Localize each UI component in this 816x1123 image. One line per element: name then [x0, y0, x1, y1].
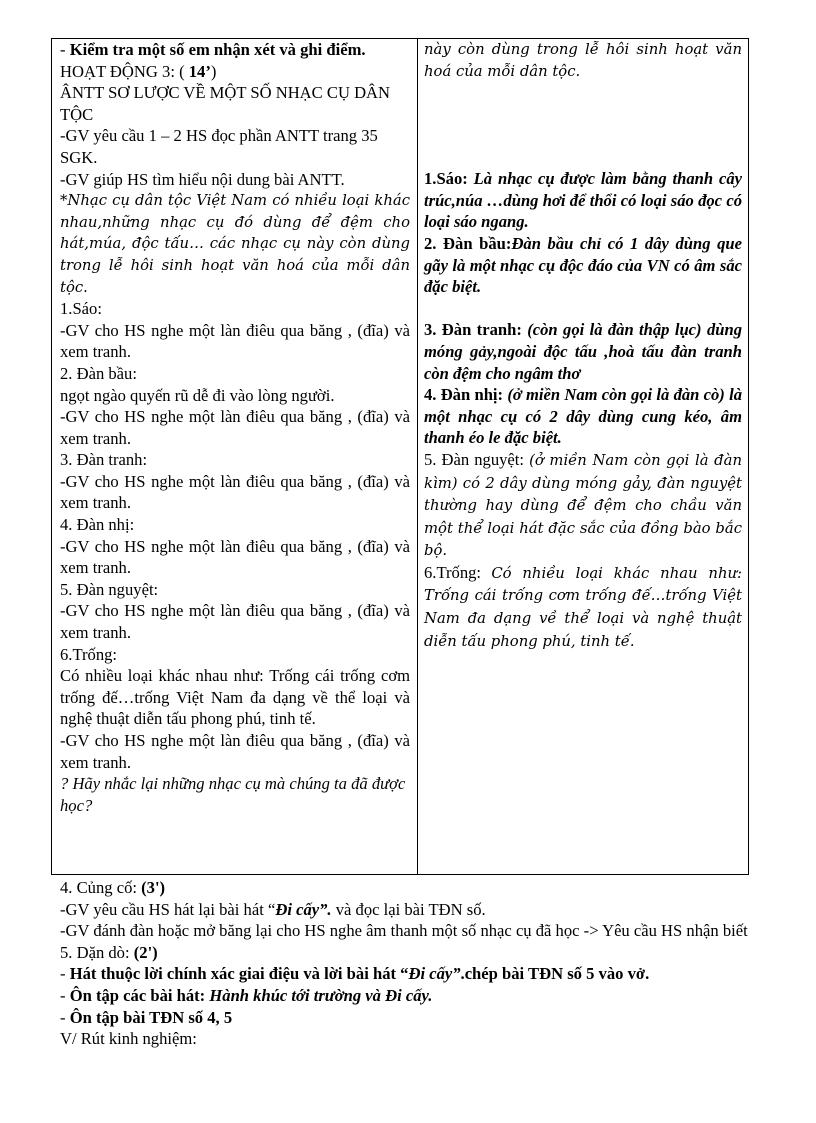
left-line: 1.Sáo:: [60, 299, 102, 319]
left-line: -GV cho HS nghe một làn điêu qua băng , (đĩa) và xem tranh.: [60, 731, 410, 772]
left-line: - Kiểm tra một số em nhận xét và ghi điểm.: [60, 40, 366, 59]
closing-section: [60, 877, 760, 1050]
spacer: [424, 298, 742, 320]
homework-line: - Hát thuộc lời chính xác giai điệu và lời bài hát “Đi cấy”.chép bài TĐN số 5 vào vở.: [60, 964, 650, 984]
lesson-table: [51, 38, 749, 875]
left-line: 4. Đàn nhị:: [60, 515, 135, 535]
instrument-item: 5. Đàn nguyệt: (ở miền Nam còn gọi là đàn kìm) có 2 dây dùng móng gảy, đàn nguyệt thường hay dùng để đệm cho chầu văn một thể loại hát đặc sắc của đồng bào bắc bộ.: [424, 449, 742, 560]
section-title: ÂNTT SƠ LƯỢC VỀ MỘT SỐ NHẠC CỤ DÂN TỘC: [60, 83, 391, 124]
left-italic-note: *Nhạc cụ dân tộc Việt Nam có nhiều loại khác nhau,những nhạc cụ đó dùng để đệm cho hát,múa, độc tấu… các nhạc cụ này còn dùng trong lễ hôi sinh hoạt văn hoá của mỗi dân tộc.: [60, 192, 410, 296]
left-line: 5. Đàn nguyệt:: [60, 579, 159, 599]
activity-heading: HOẠT ĐỘNG 3: ( 14’): [60, 61, 217, 81]
instrument-item: 4. Đàn nhị: (ở miền Nam còn gọi là đàn cò) là một nhạc cụ có 2 dây dùng cung kéo, âm thanh éo le đặc biệt.: [424, 385, 742, 448]
left-line: -GV yêu cầu 1 – 2 HS đọc phần ANTT trang 35 SGK.: [60, 126, 378, 167]
left-line: -GV cho HS nghe một làn điêu qua băng , (đĩa) và xem tranh.: [60, 601, 410, 643]
left-line: -GV cho HS nghe một làn điêu qua băng , (đĩa) và xem tranh.: [60, 536, 410, 578]
teacher-activities-column: [60, 39, 410, 816]
homework-line: - Ôn tập bài TĐN số 4, 5: [60, 1007, 233, 1027]
homework-heading: 5. Dặn dò: (2'): [60, 942, 158, 962]
left-line: Có nhiều loại khác nhau như: Trống cái trống cơm trống đế…trống Việt Nam đa dạng về thể loại và nghệ thuật diễn tấu phong phú, tinh tế.: [60, 666, 410, 729]
consolidation-heading: 4. Củng cố: (3'): [60, 878, 166, 897]
left-line: -GV cho HS nghe một làn điêu qua băng , (đĩa) và xem tranh.: [60, 407, 410, 448]
left-line: ngọt ngào quyến rũ dễ đi vào lòng người.: [60, 385, 335, 405]
left-line: 6.Trống:: [60, 644, 118, 664]
closing-line: -GV yêu cầu HS hát lại bài hát “Đi cấy”. và đọc lại bài TĐN số.: [60, 899, 486, 919]
instrument-item: 1.Sáo: Là nhạc cụ được làm bằng thanh cây trúc,núa …dùng hơi để thổi có loại sáo đọc có loại sáo ngang.: [424, 169, 742, 232]
homework-line: - Ôn tập các bài hát: Hành khúc tới trường và Đi cấy.: [60, 985, 433, 1005]
left-line: -GV giúp HS tìm hiểu nội dung bài ANTT.: [60, 169, 345, 189]
spacer: [424, 82, 742, 168]
left-line: 3. Đàn tranh:: [60, 450, 148, 470]
closing-line: -GV đánh đàn hoặc mở băng lại cho HS nghe âm thanh một số nhạc cụ đã học -> Yêu cầu HS nhận biết: [60, 921, 748, 941]
column-divider: [417, 39, 418, 874]
left-line: -GV cho HS nghe một làn điêu qua băng , (đĩa) và xem tranh.: [60, 320, 410, 362]
instrument-item: 2. Đàn bầu:Đàn bầu chỉ có 1 dây dùng que gãy là một nhạc cụ độc đáo của VN có âm sắc đặc biệt.: [424, 233, 743, 297]
left-line: 2. Đàn bầu:: [60, 363, 137, 383]
left-line: -GV cho HS nghe một làn điêu qua băng , (đĩa) và xem tranh.: [60, 471, 410, 513]
instrument-item: 3. Đàn tranh: (còn gọi là đàn thập lục) dùng móng gảy,ngoài độc tấu ,hoà tấu đàn tranh còn đệm cho ngâm thơ: [424, 320, 742, 383]
content-column: [424, 39, 742, 652]
instrument-item: 6.Trống: Có nhiều loại khác nhau như: Trống cái trống cơm trống đế…trống Việt Nam đa dạng về thể loại và nghệ thuật diễn tấu phong phú, tinh tế.: [424, 562, 742, 650]
experience-heading: V/ Rút kinh nghiệm:: [60, 1029, 197, 1049]
right-intro: này còn dùng trong lễ hôi sinh hoạt văn hoá của mỗi dân tộc.: [424, 41, 742, 80]
left-question: ? Hãy nhắc lại những nhạc cụ mà chúng ta đã được học?: [60, 774, 406, 815]
